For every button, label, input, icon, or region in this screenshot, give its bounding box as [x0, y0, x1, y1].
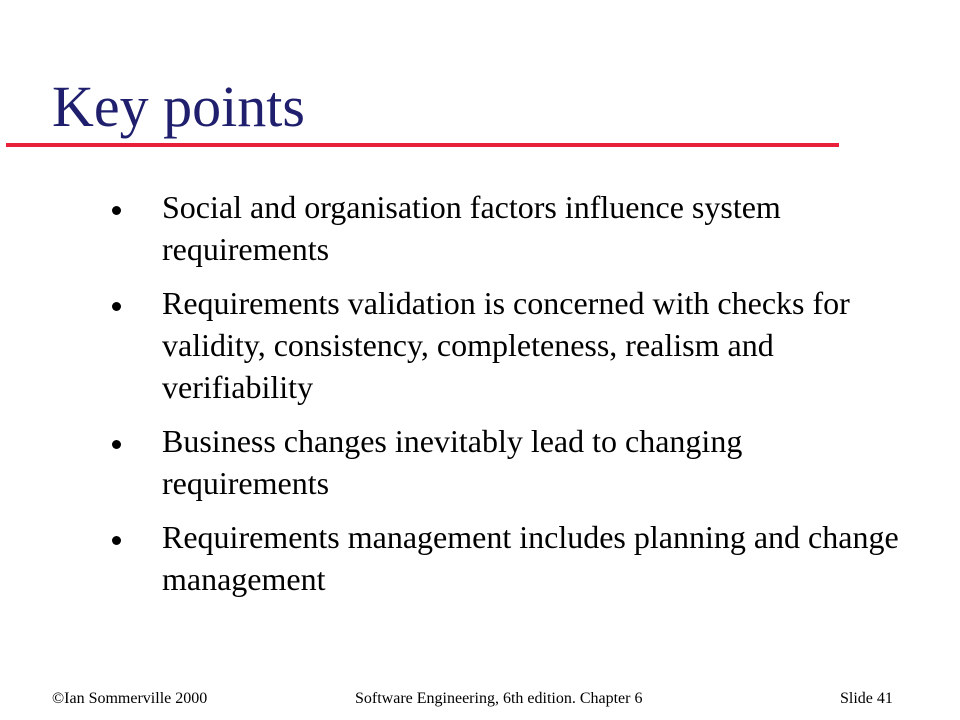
bullet-item [112, 186, 912, 270]
bullet-list [112, 186, 912, 612]
bullet-item [112, 516, 912, 600]
bullet-text: Social and organisation factors influence system requirements [162, 189, 781, 267]
bullet-text: Requirements management includes planning and change management [162, 519, 899, 597]
bullet-dot-icon [112, 206, 121, 215]
title-underline [6, 143, 839, 147]
bullet-dot-icon [112, 302, 121, 311]
bullet-dot-icon [112, 440, 121, 449]
bullet-item [112, 282, 912, 408]
bullet-item [112, 420, 912, 504]
bullet-text: Business changes inevitably lead to changing requirements [162, 423, 743, 501]
bullet-dot-icon [112, 536, 121, 545]
bullet-text: Requirements validation is concerned with checks for validity, consistency, completeness, realism and verifiability [162, 285, 850, 405]
footer-slide-number: Slide 41 [840, 690, 893, 707]
footer-book-title: Software Engineering, 6th edition. Chapter 6 [355, 690, 643, 707]
slide-title: Key points [52, 74, 305, 139]
footer-copyright: ©Ian Sommerville 2000 [52, 690, 208, 707]
